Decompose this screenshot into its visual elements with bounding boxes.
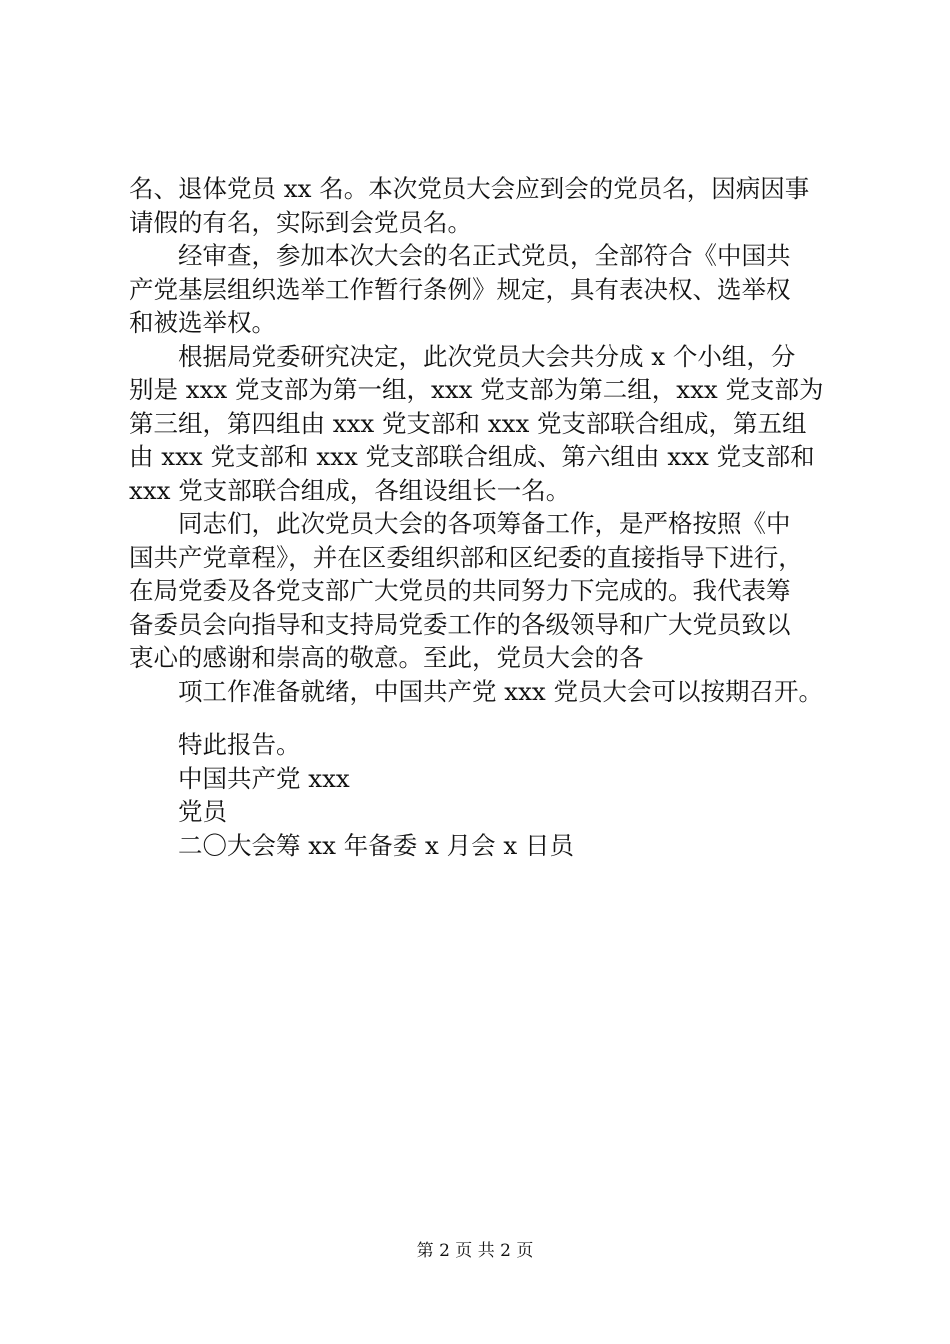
text-line: 同志们，此次党员大会的各项筹备工作，是严格按照《中 [178,509,791,538]
text-line: 备委员会向指导和支持局党委工作的各级领导和广大党员致以 [129,609,791,639]
text-line: 衷心的感谢和崇高的敬意。至此，党员大会的各 [129,643,644,672]
text-line: 根据局党委研究决定，此次党员大会共分成 x 个小组，分 [178,341,796,371]
text-line: 请假的有名，实际到会党员名。 [129,207,472,237]
text-line: 国共产党章程》，并在区委组织部和区纪委的直接指导下进行， [129,542,803,572]
text-line: 产党基层组织选举工作暂行条例》规定，具有表决权、选举权 [129,274,791,304]
document-body [129,172,829,862]
text-line: 和被选举权。 [129,308,276,337]
text-line: 第三组，第四组由 xxx 党支部和 xxx 党支部联合组成，第五组 [129,408,807,438]
text-line: 在局党委及各党支部广大党员的共同努力下完成的。我代表筹 [129,576,791,605]
page-number-label: 第 2 页 共 2 页 [416,1241,534,1261]
paragraph-spacer [129,708,829,728]
page-footer [0,1240,950,1262]
text-line: 名、退体党员 xx 名。本次党员大会应到会的党员名，因病因事 [129,174,810,203]
closing-text: 特此报告。 [178,730,301,759]
text-line: xxx 党支部联合组成，各组设组长一名。 [129,475,571,505]
signature-org: 中国共产党 xxx [178,763,350,793]
text-line: 项工作准备就绪，中国共产党 xxx 党员大会可以按期召开。 [178,676,824,706]
text-line: 别是 xxx 党支部为第一组，xxx 党支部为第二组，xxx 党支部为 [129,375,824,404]
signature-date: 二〇大会筹 xx 年备委 x 月会 x 日员 [178,830,574,860]
text-line: 由 xxx 党支部和 xxx 党支部联合组成、第六组由 xxx 党支部和 [129,442,815,471]
signature-role: 党员 [178,797,227,826]
text-line: 经审查，参加本次大会的名正式党员，全部符合《中国共 [178,241,791,270]
